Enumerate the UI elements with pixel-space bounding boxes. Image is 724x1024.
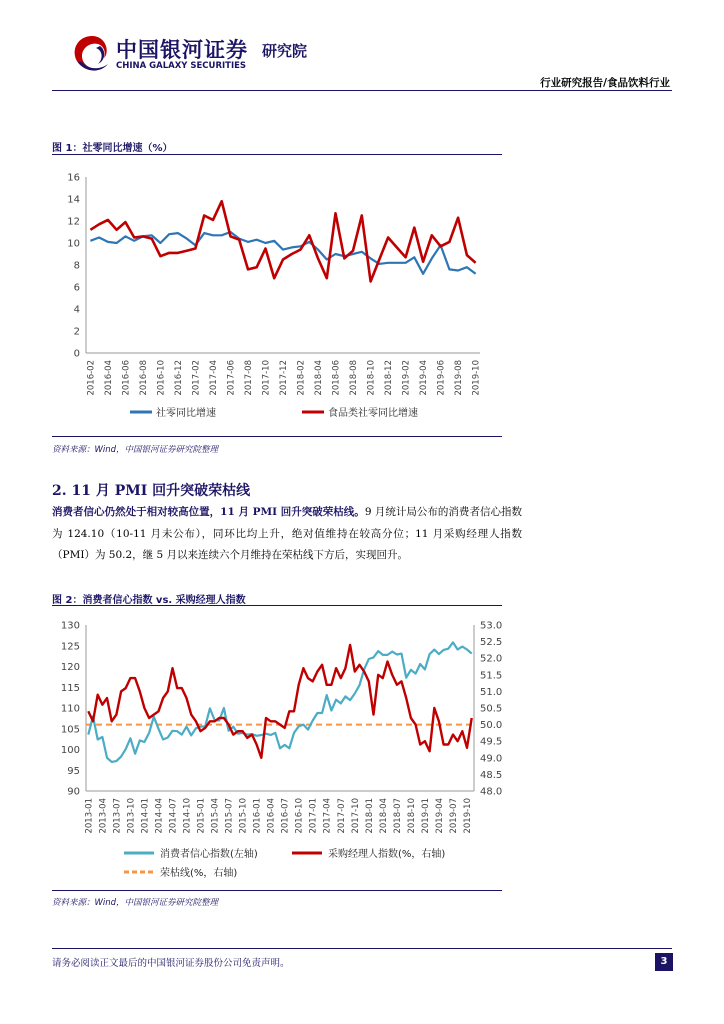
x-tick-label: 2015-01 [196,798,207,834]
right-y-tick-label: 52.0 [480,653,503,665]
logo-institute-name: 研究院 [262,42,308,60]
x-tick-label: 2019-10 [471,360,482,396]
legend-label-1: 社零同比增速 [156,408,216,419]
x-tick-label: 2018-07 [392,798,403,834]
header-divider [52,90,672,91]
figure2-title: 图 2：消费者信心指数 vs. 采购经理人指数 [52,595,246,606]
series-line-2 [90,201,475,281]
left-y-tick-label: 105 [60,724,80,736]
x-tick-label: 2018-04 [314,360,325,396]
x-tick-label: 2016-04 [266,798,277,834]
x-tick-label: 2018-12 [384,360,395,396]
right-y-tick-label: 53.0 [480,620,503,632]
paragraph-body: 9 月统计局公布的消费者信心指数为 124.10（10-11 月未公布），同环比均上升，绝对值维持在较高分位；11 月采购经理人指数（PMI）为 50.2，继 5 月以来连续六个月维持在荣枯线下方后，实现回升。 [52,506,522,561]
right-y-tick-label: 49.5 [480,736,503,748]
y-tick-label: 8 [73,260,80,272]
figure1-source: 资料来源：Wind，中国银河证券研究院整理 [52,445,219,455]
x-tick-label: 2016-07 [280,798,291,834]
company-logo [70,32,330,76]
logo-english-name: CHINA GALAXY SECURITIES [116,61,247,71]
x-tick-label: 2019-02 [401,360,412,396]
x-tick-label: 2014-07 [168,798,179,834]
series-line-1 [88,642,471,762]
right-y-tick-label: 49.0 [480,753,503,765]
right-y-tick-label: 48.5 [480,769,503,781]
x-tick-label: 2016-10 [156,360,167,396]
x-tick-label: 2016-02 [86,360,97,396]
x-tick-label: 2016-08 [138,360,149,396]
section-heading: 2. 11 月 PMI 回升突破荣枯线 [52,483,251,499]
left-y-tick-label: 100 [60,745,80,756]
legend-label-2: 采购经理人指数(%，右轴) [328,849,446,860]
x-tick-label: 2017-10 [261,360,272,396]
report-category: 行业研究报告/食品饮料行业 [540,77,670,89]
x-tick-label: 2018-06 [331,360,342,396]
left-y-tick-label: 95 [67,765,80,777]
y-tick-label: 16 [67,172,80,184]
x-tick-label: 2013-01 [84,798,95,834]
paragraph-lead: 消费者信心仍然处于相对较高位置，11 月 PMI 回升突破荣枯线。 [52,506,365,518]
x-tick-label: 2019-07 [448,798,459,834]
figure2-bottom-rule [52,890,502,891]
right-y-tick-label: 48.0 [480,786,503,798]
x-tick-label: 2019-06 [436,360,447,396]
x-tick-label: 2016-06 [121,360,132,396]
right-y-tick-label: 50.5 [480,703,503,715]
body-paragraph [52,502,522,567]
x-tick-label: 2017-08 [243,360,254,396]
x-tick-label: 2017-04 [322,798,333,834]
right-y-tick-label: 52.5 [480,637,503,649]
x-tick-label: 2017-02 [191,360,202,396]
x-tick-label: 2018-02 [296,360,307,396]
x-tick-label: 2016-10 [294,798,305,834]
right-y-tick-label: 51.5 [480,670,503,682]
y-tick-label: 10 [67,238,80,250]
x-tick-label: 2017-10 [350,798,361,834]
x-tick-label: 2016-04 [103,360,114,396]
figure1-top-rule [52,154,502,155]
x-tick-label: 2018-01 [364,798,375,834]
x-tick-label: 2017-07 [336,798,347,834]
x-tick-label: 2016-01 [252,798,263,834]
left-y-tick-label: 125 [60,641,80,653]
footer-disclaimer: 请务必阅读正文最后的中国银河证券股份公司免责声明。 [52,958,290,969]
x-tick-label: 2013-04 [98,798,109,834]
y-tick-label: 0 [73,348,80,360]
x-tick-label: 2013-07 [112,798,123,834]
logo-chinese-name: 中国银河证券 [116,38,248,62]
y-tick-label: 4 [73,304,80,316]
y-tick-label: 14 [67,194,80,206]
chart-retail-sales-growth [52,160,502,430]
x-tick-label: 2015-07 [224,798,235,834]
x-tick-label: 2018-10 [366,360,377,396]
right-y-tick-label: 50.0 [480,720,503,732]
x-tick-label: 2018-08 [349,360,360,396]
figure2-top-rule [52,605,502,606]
x-tick-label: 2014-01 [140,798,151,834]
chart-confidence-vs-pmi [52,610,522,885]
x-tick-label: 2019-08 [454,360,465,396]
figure1-title: 图 1：社零同比增速（%） [52,143,173,154]
x-tick-label: 2013-10 [126,798,137,834]
footer-divider [52,948,672,949]
x-tick-label: 2017-04 [208,360,219,396]
left-y-tick-label: 90 [67,786,80,798]
x-tick-label: 2014-04 [154,798,165,834]
x-tick-label: 2019-10 [462,798,473,834]
x-tick-label: 2019-04 [434,798,445,834]
x-tick-label: 2017-06 [226,360,237,396]
y-tick-label: 12 [67,216,80,228]
x-tick-label: 2019-01 [420,798,431,834]
x-tick-label: 2016-12 [173,360,184,396]
x-tick-label: 2017-01 [308,798,319,834]
y-tick-label: 6 [73,282,80,294]
x-tick-label: 2014-10 [182,798,193,834]
x-tick-label: 2017-12 [279,360,289,396]
right-y-tick-label: 51.0 [480,686,503,698]
legend-label-3: 荣枯线(%，右轴) [160,868,238,879]
left-y-tick-label: 130 [60,620,80,632]
galaxy-logo-icon [70,32,114,76]
left-y-tick-label: 110 [60,703,80,715]
x-tick-label: 2018-10 [406,798,417,834]
y-tick-label: 2 [73,326,80,338]
legend-label-1: 消费者信心指数(左轴) [160,849,258,860]
x-tick-label: 2015-10 [238,798,249,834]
legend-label-2: 食品类社零同比增速 [328,408,418,419]
x-tick-label: 2018-04 [378,798,389,834]
page-number: 3 [655,953,673,971]
left-y-tick-label: 115 [60,682,80,694]
x-tick-label: 2015-04 [210,798,221,834]
x-tick-label: 2019-04 [419,360,430,396]
figure2-source: 资料来源：Wind，中国银河证券研究院整理 [52,898,219,908]
left-y-tick-label: 120 [60,662,80,673]
figure1-bottom-rule [52,436,502,437]
